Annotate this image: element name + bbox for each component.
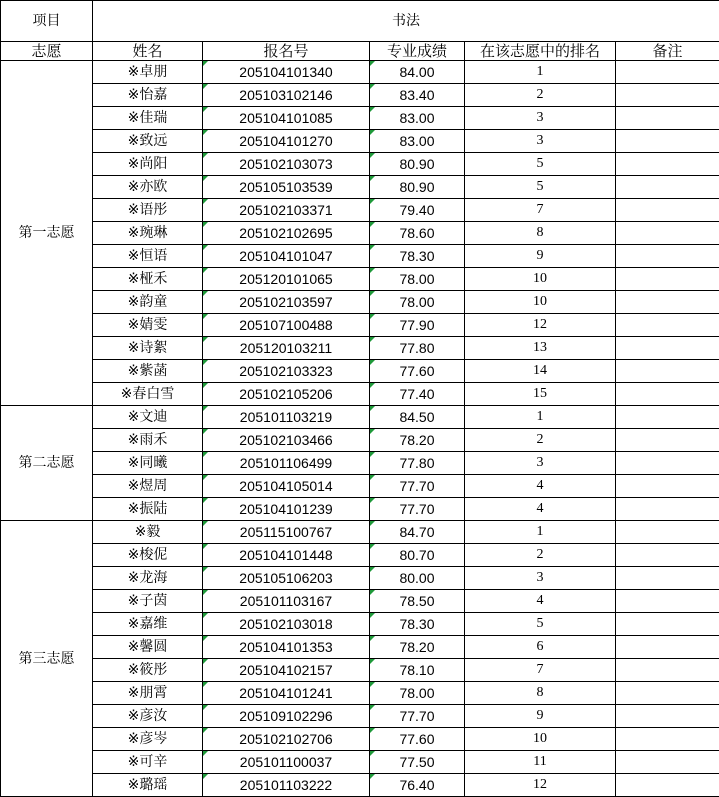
table-row	[1, 521, 719, 544]
score-cell: 78.50	[370, 590, 465, 613]
registration-number-cell: 205104101448	[203, 544, 370, 567]
table-row	[1, 406, 719, 429]
table-row	[1, 705, 719, 728]
note-cell	[616, 659, 719, 682]
score-cell: 78.60	[370, 222, 465, 245]
name-cell: ※怡嘉	[93, 84, 203, 107]
registration-number-cell: 205101100037	[203, 751, 370, 774]
table-row	[1, 314, 719, 337]
choice-group-label: 第二志愿	[1, 406, 93, 521]
note-cell	[616, 268, 719, 291]
note-cell	[616, 613, 719, 636]
registration-number-cell: 205102103323	[203, 360, 370, 383]
name-cell: ※韵童	[93, 291, 203, 314]
rank-cell: 9	[465, 705, 616, 728]
registration-number-cell: 205102103073	[203, 153, 370, 176]
registration-number-cell: 205109102296	[203, 705, 370, 728]
table-row	[1, 153, 719, 176]
name-cell: ※恒语	[93, 245, 203, 268]
note-cell	[616, 636, 719, 659]
rank-cell: 13	[465, 337, 616, 360]
col-header-rank: 在该志愿中的排名	[465, 42, 616, 61]
table-row	[1, 61, 719, 84]
rank-cell: 7	[465, 659, 616, 682]
score-cell: 80.00	[370, 567, 465, 590]
col-header-name: 姓名	[93, 42, 203, 61]
note-cell	[616, 383, 719, 406]
score-cell: 80.90	[370, 176, 465, 199]
rank-cell: 15	[465, 383, 616, 406]
rank-cell: 10	[465, 728, 616, 751]
registration-number-cell: 205101103222	[203, 774, 370, 797]
name-cell: ※振陆	[93, 498, 203, 521]
item-label-cell: 项目	[1, 1, 93, 42]
score-cell: 77.40	[370, 383, 465, 406]
score-cell: 84.70	[370, 521, 465, 544]
score-cell: 78.00	[370, 268, 465, 291]
note-cell	[616, 682, 719, 705]
rank-cell: 4	[465, 475, 616, 498]
rank-cell: 3	[465, 452, 616, 475]
note-cell	[616, 222, 719, 245]
rank-cell: 7	[465, 199, 616, 222]
choice-group-label: 第一志愿	[1, 61, 93, 406]
score-cell: 78.10	[370, 659, 465, 682]
score-cell: 79.40	[370, 199, 465, 222]
name-cell: ※筱彤	[93, 659, 203, 682]
table-row	[1, 429, 719, 452]
rank-cell: 10	[465, 268, 616, 291]
score-cell: 77.60	[370, 360, 465, 383]
registration-number-cell: 205105103539	[203, 176, 370, 199]
registration-number-cell: 205101106499	[203, 452, 370, 475]
note-cell	[616, 153, 719, 176]
rank-cell: 3	[465, 107, 616, 130]
rank-cell: 4	[465, 590, 616, 613]
score-cell: 77.80	[370, 337, 465, 360]
rank-cell: 1	[465, 406, 616, 429]
registration-number-cell: 205104101047	[203, 245, 370, 268]
name-cell: ※璐瑶	[93, 774, 203, 797]
table-row	[1, 567, 719, 590]
note-cell	[616, 291, 719, 314]
table-row	[1, 222, 719, 245]
table-row	[1, 245, 719, 268]
registration-number-cell: 205101103219	[203, 406, 370, 429]
subject-title-cell: 书法	[93, 1, 719, 42]
table-row	[1, 728, 719, 751]
col-header-choice: 志愿	[1, 42, 93, 61]
score-cell: 78.00	[370, 291, 465, 314]
name-cell: ※彦岑	[93, 728, 203, 751]
registration-number-cell: 205120103211	[203, 337, 370, 360]
registration-number-cell: 205104101353	[203, 636, 370, 659]
table-row	[1, 613, 719, 636]
table-row	[1, 475, 719, 498]
rank-cell: 5	[465, 613, 616, 636]
note-cell	[616, 245, 719, 268]
name-cell: ※同曦	[93, 452, 203, 475]
choice-group-label: 第三志愿	[1, 521, 93, 797]
name-cell: ※语彤	[93, 199, 203, 222]
registration-number-cell: 205101103167	[203, 590, 370, 613]
col-header-score: 专业成绩	[370, 42, 465, 61]
note-cell	[616, 107, 719, 130]
registration-number-cell: 205102103371	[203, 199, 370, 222]
table-row	[1, 291, 719, 314]
score-cell: 78.20	[370, 429, 465, 452]
name-cell: ※朋霄	[93, 682, 203, 705]
rank-cell: 2	[465, 429, 616, 452]
table-row	[1, 107, 719, 130]
registration-number-cell: 205107100488	[203, 314, 370, 337]
name-cell: ※亦欧	[93, 176, 203, 199]
note-cell	[616, 590, 719, 613]
name-cell: ※毅	[93, 521, 203, 544]
registration-number-cell: 205104102157	[203, 659, 370, 682]
name-cell: ※春白雪	[93, 383, 203, 406]
note-cell	[616, 429, 719, 452]
note-cell	[616, 544, 719, 567]
note-cell	[616, 360, 719, 383]
name-cell: ※致远	[93, 130, 203, 153]
title-row	[1, 1, 719, 42]
rank-cell: 1	[465, 61, 616, 84]
note-cell	[616, 130, 719, 153]
score-cell: 77.70	[370, 705, 465, 728]
table-row	[1, 199, 719, 222]
score-cell: 77.70	[370, 475, 465, 498]
rank-cell: 8	[465, 682, 616, 705]
registration-number-cell: 205104101239	[203, 498, 370, 521]
registration-number-cell: 205104101085	[203, 107, 370, 130]
registration-number-cell: 205105106203	[203, 567, 370, 590]
table-row	[1, 383, 719, 406]
table-row	[1, 337, 719, 360]
table-row	[1, 774, 719, 797]
note-cell	[616, 452, 719, 475]
table-row	[1, 636, 719, 659]
registration-number-cell: 205102103018	[203, 613, 370, 636]
score-cell: 77.60	[370, 728, 465, 751]
table-row	[1, 176, 719, 199]
name-cell: ※尚阳	[93, 153, 203, 176]
rank-cell: 3	[465, 130, 616, 153]
name-cell: ※佳瑞	[93, 107, 203, 130]
registration-number-cell: 205103102146	[203, 84, 370, 107]
note-cell	[616, 314, 719, 337]
score-cell: 84.00	[370, 61, 465, 84]
rank-cell: 12	[465, 774, 616, 797]
name-cell: ※文迪	[93, 406, 203, 429]
note-cell	[616, 705, 719, 728]
name-cell: ※卓朋	[93, 61, 203, 84]
registration-number-cell: 205104101270	[203, 130, 370, 153]
registration-number-cell: 205102102695	[203, 222, 370, 245]
score-cell: 77.90	[370, 314, 465, 337]
col-header-id: 报名号	[203, 42, 370, 61]
score-cell: 77.80	[370, 452, 465, 475]
score-cell: 83.40	[370, 84, 465, 107]
rank-cell: 2	[465, 84, 616, 107]
registration-number-cell: 205102103466	[203, 429, 370, 452]
rank-cell: 4	[465, 498, 616, 521]
column-header-row	[1, 42, 719, 61]
rank-cell: 1	[465, 521, 616, 544]
rank-cell: 10	[465, 291, 616, 314]
name-cell: ※琬琳	[93, 222, 203, 245]
table-row	[1, 130, 719, 153]
note-cell	[616, 337, 719, 360]
score-cell: 83.00	[370, 107, 465, 130]
score-cell: 77.70	[370, 498, 465, 521]
table-row	[1, 452, 719, 475]
score-cell: 76.40	[370, 774, 465, 797]
table-row	[1, 544, 719, 567]
score-cell: 78.00	[370, 682, 465, 705]
registration-number-cell: 205104101340	[203, 61, 370, 84]
name-cell: ※紫菡	[93, 360, 203, 383]
score-cell: 78.30	[370, 613, 465, 636]
table-row	[1, 360, 719, 383]
rank-cell: 12	[465, 314, 616, 337]
table-row	[1, 84, 719, 107]
note-cell	[616, 199, 719, 222]
registration-number-cell: 205115100767	[203, 521, 370, 544]
name-cell: ※婧雯	[93, 314, 203, 337]
note-cell	[616, 475, 719, 498]
score-cell: 83.00	[370, 130, 465, 153]
note-cell	[616, 61, 719, 84]
name-cell: ※嘉维	[93, 613, 203, 636]
name-cell: ※子茵	[93, 590, 203, 613]
note-cell	[616, 406, 719, 429]
rank-cell: 5	[465, 176, 616, 199]
score-cell: 77.50	[370, 751, 465, 774]
name-cell: ※龙海	[93, 567, 203, 590]
note-cell	[616, 751, 719, 774]
registration-number-cell: 205104105014	[203, 475, 370, 498]
table-row	[1, 268, 719, 291]
note-cell	[616, 728, 719, 751]
rank-cell: 11	[465, 751, 616, 774]
registration-number-cell: 205120101065	[203, 268, 370, 291]
registration-number-cell: 205102102706	[203, 728, 370, 751]
rank-cell: 6	[465, 636, 616, 659]
table-row	[1, 682, 719, 705]
note-cell	[616, 774, 719, 797]
score-cell: 80.70	[370, 544, 465, 567]
note-cell	[616, 84, 719, 107]
rank-cell: 5	[465, 153, 616, 176]
name-cell: ※梭伲	[93, 544, 203, 567]
name-cell: ※煜周	[93, 475, 203, 498]
name-cell: ※诗絮	[93, 337, 203, 360]
score-cell: 84.50	[370, 406, 465, 429]
registration-number-cell: 205102105206	[203, 383, 370, 406]
registration-number-cell: 205102103597	[203, 291, 370, 314]
note-cell	[616, 521, 719, 544]
table-row	[1, 590, 719, 613]
rank-cell: 8	[465, 222, 616, 245]
score-cell: 78.30	[370, 245, 465, 268]
note-cell	[616, 498, 719, 521]
rank-cell: 14	[465, 360, 616, 383]
name-cell: ※雨禾	[93, 429, 203, 452]
table-row	[1, 751, 719, 774]
name-cell: ※彦汝	[93, 705, 203, 728]
score-cell: 78.20	[370, 636, 465, 659]
col-header-note: 备注	[616, 42, 719, 61]
table-row	[1, 659, 719, 682]
note-cell	[616, 176, 719, 199]
note-cell	[616, 567, 719, 590]
score-cell: 80.90	[370, 153, 465, 176]
name-cell: ※可辛	[93, 751, 203, 774]
registration-number-cell: 205104101241	[203, 682, 370, 705]
name-cell: ※馨圆	[93, 636, 203, 659]
rank-cell: 3	[465, 567, 616, 590]
name-cell: ※桠禾	[93, 268, 203, 291]
rank-cell: 9	[465, 245, 616, 268]
rank-cell: 2	[465, 544, 616, 567]
table-row	[1, 498, 719, 521]
